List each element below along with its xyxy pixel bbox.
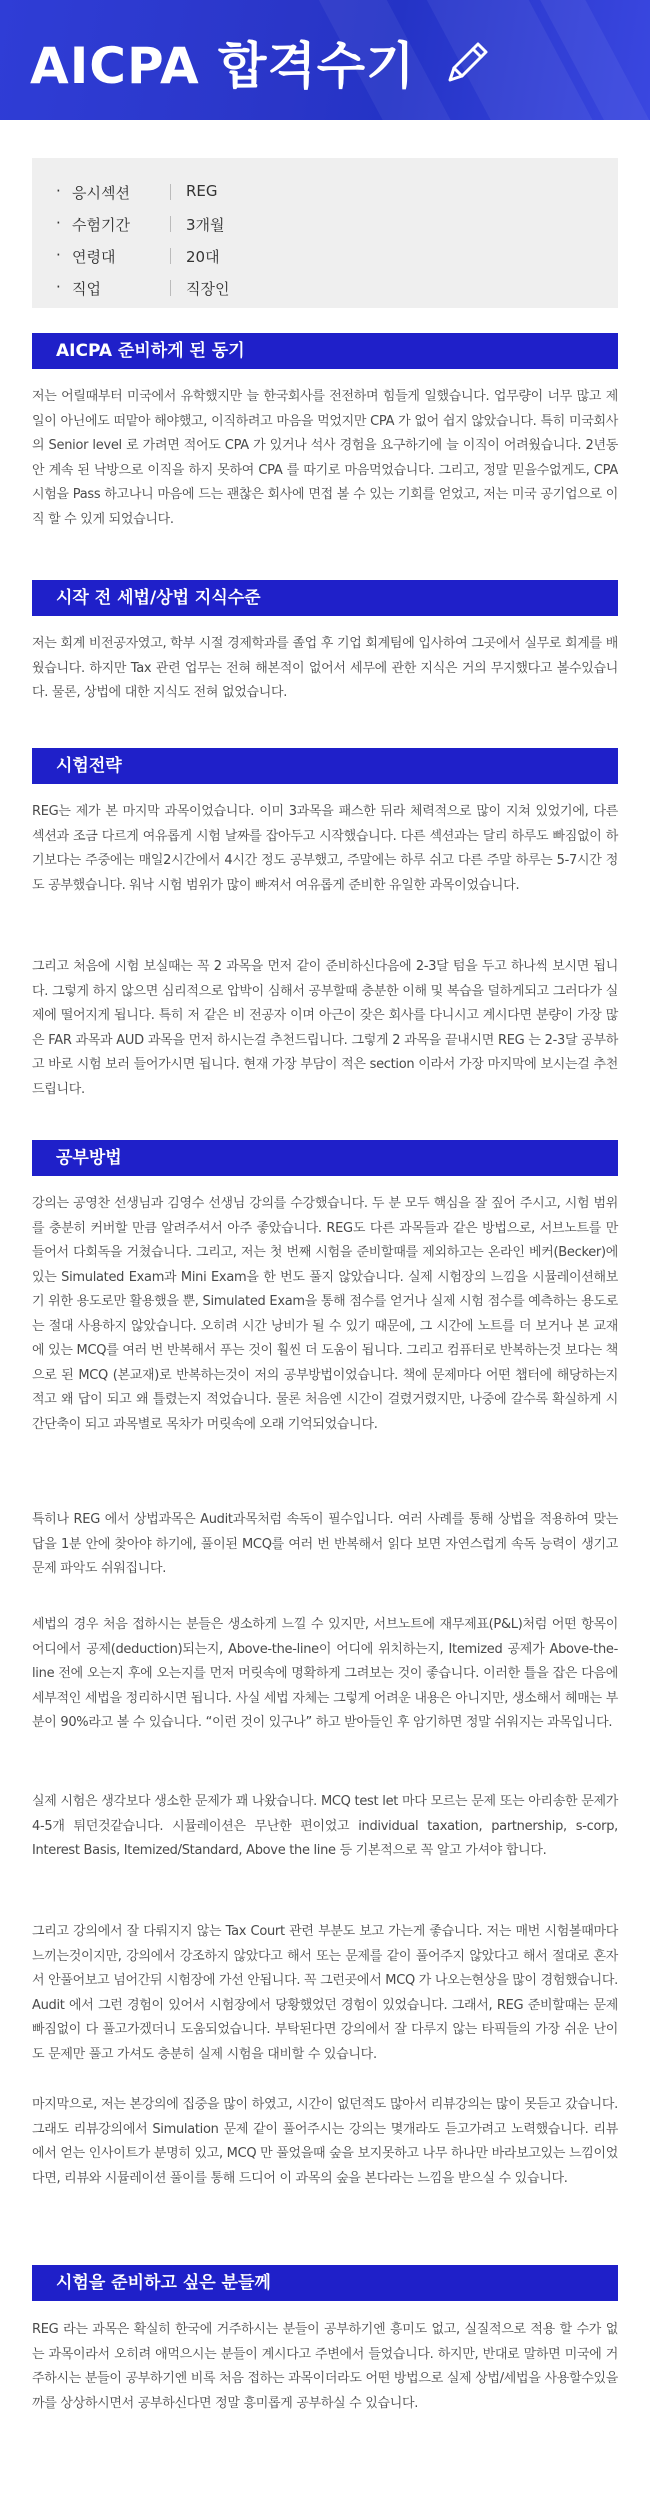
section-heading-advice: 시험을 준비하고 싶은 분들께 — [32, 2265, 618, 2301]
divider — [170, 184, 171, 200]
info-value: 직장인 — [186, 280, 230, 298]
paragraph: 저는 회계 비전공자였고, 학부 시절 경제학과를 졸업 후 기업 회계팀에 입사하여 그곳에서 실무로 회계를 배웠습니다. 하지만 Tax 관련 업무는 전혀 해본적이 없어서 세무에 관한 지식은 거의 무지했다고 볼수있습니다. 물론, 상법에 대한 지식도 전혀 없었습니다. — [32, 636, 618, 700]
info-label: 직업 — [72, 280, 101, 298]
paragraph: REG 라는 과목은 확실히 한국에 거주하시는 분들이 공부하기엔 흥미도 없고, 실질적으로 적용 할 수가 없는 과목이라서 오히려 애먹으시는 분들이 계시다고 주변에서 들었습니다. 하지만, 반대로 말하면 미국에 거주하시는 분들이 공부하기엔 비록 처음 접하는 과목이더라도 어떤 방법으로 실제 상법/세법을 사용할수있을까를 상상하시면서 공부하신다면 정말 흥미롭게 공부하실 수 있습니다. — [32, 2322, 618, 2411]
header-banner — [0, 0, 650, 120]
info-value: REG — [186, 182, 218, 200]
divider — [170, 248, 171, 264]
page-title: AICPA 합격수기 — [30, 37, 416, 95]
divider — [170, 280, 171, 296]
info-label: 수험기간 — [72, 216, 130, 234]
paragraph: 특히나 REG 에서 상법과목은 Audit과목처럼 속독이 필수입니다. 여러 사례를 통해 상법을 적용하여 맞는 답을 1분 안에 찾아야 하기에, 풀이된 MCQ를 여러 번 반복해서 읽다 보면 자연스럽게 속독 능력이 생기고 문제 파악도 쉬워집니다. — [32, 1512, 618, 1576]
section-heading-strategy: 시험전략 — [32, 748, 618, 784]
bullet-icon: · — [56, 214, 61, 232]
paragraph: 마지막으로, 저는 본강의에 집중을 많이 하였고, 시간이 없던적도 많아서 리뷰강의는 많이 못듣고 갔습니다. 그래도 리뷰강의에서 Simulation 문제 같이 풀어주시는 강의는 몇개라도 듣고가려고 노력했습니다. 리뷰에서 얻는 인사이트가 분명히 있고, MCQ 만 풀었을때 숲을 보지못하고 나무 하나만 바라보고있는 느낌이었다면, 리뷰와 시뮬레이션 풀이를 통해 드디어 이 과목의 숲을 본다라는 느낌을 받으실 수 있습니다. — [32, 2097, 618, 2186]
divider — [170, 216, 171, 232]
paragraph: 그리고 처음에 시험 보실때는 꼭 2 과목을 먼저 같이 준비하신다음에 2-3달 텀을 두고 하나씩 보시면 됩니다. 그렇게 하지 않으면 심리적으로 압박이 심해서 공부할때 충분한 이해 및 복습을 덜하게되고 그러다가 실제에 떨어지게 됩니다. 특히 저 같은 비 전공자 이며 아근이 잦은 회사를 다니시고 계시다면 분량이 가장 많은 FAR 과목과 AUD 과목을 먼저 하시는걸 추천드립니다. 그렇게 2 과목을 끝내시면 REG 는 2-3달 공부하고 바로 시험 보러 들어가시면 됩니다. 현재 가장 부담이 적은 section 이라서 가장 마지막에 보시는걸 추천드립니다. — [32, 959, 618, 1097]
paragraph: 실제 시험은 생각보다 생소한 문제가 꽤 나왔습니다. MCQ test let 마다 모르는 문제 또는 아리송한 문제가 4-5개 튀던것같습니다. 시뮬레이션은 무난한 편이었고 individual taxation, partnership, s-corp, Interest Basis, Itemized/Standard, Above the line 등 기본적으로 꼭 알고 가셔야 합니다. — [32, 1794, 618, 1858]
bullet-icon: · — [56, 246, 61, 264]
paragraph: 강의는 공영찬 선생님과 김영수 선생님 강의를 수강했습니다. 두 분 모두 핵심을 잘 짚어 주시고, 시험 범위를 충분히 커버할 만큼 알려주셔서 아주 좋았습니다. REG도 다른 과목들과 같은 방법으로, 서브노트를 만들어서 다회독을 거쳤습니다. 그리고, 저는 첫 번째 시험을 준비할때를 제외하고는 온라인 베커(Becker)에 있는 Simulated Exam과 Mini Exam을 한 번도 풀지 않았습니다. 실제 시험장의 느낌을 시뮬레이션해보기 위한 용도로만 활용했을 뿐, Simulated Exam을 통해 점수를 얻거나 실제 시험 점수를 예측하는 용도로는 절대 사용하지 않았습니다. 오히려 시간 낭비가 될 수 있기 때문에, 그 시간에 노트를 더 보거나 본 교재에 있는 MCQ를 여러 번 반복해서 푸는 것이 훨씬 더 도움이 됩니다. 그리고 컴퓨터로 반복하는것 보다는 책으로 된 MCQ (본교재)로 반복하는것이 저의 공부방법이었습니다. 책에 문제마다 어떤 챕터에 해당하는지 적고 왜 답이 되고 왜 틀렸는지 적었습니다. 물론 처음엔 시간이 걸렸거렸지만, 나중에 갈수록 확실하게 시간단축이 되고 과목별로 목차가 머릿속에 오래 기억되었습니다. — [32, 1196, 618, 1432]
info-label: 응시섹션 — [72, 184, 130, 202]
bullet-icon: · — [56, 182, 61, 200]
info-box — [32, 158, 618, 308]
pencil-icon — [442, 38, 492, 88]
section-heading-knowledge: 시작 전 세법/상법 지식수준 — [32, 580, 618, 616]
bullet-icon: · — [56, 278, 61, 296]
info-value: 20대 — [186, 248, 220, 266]
paragraph: REG는 제가 본 마지막 과목이었습니다. 이미 3과목을 패스한 뒤라 체력적으로 많이 지쳐 있었기에, 다른 섹션과 조금 다르게 여유롭게 시험 날짜를 잡아두고 시작했습니다. 다른 섹션과는 달리 하루도 빠짐없이 하기보다는 주중에는 매일2시간에서 4시간 정도 공부했고, 주말에는 하루 쉬고 다른 주말 하루는 5-7시간 정도 공부했습니다. 워낙 시험 범위가 많이 빠져서 여유롭게 준비한 유일한 과목이었습니다. — [32, 804, 618, 893]
section-heading-study-method: 공부방법 — [32, 1140, 618, 1176]
info-label: 연령대 — [72, 248, 116, 266]
paragraph: 그리고 강의에서 잘 다뤄지지 않는 Tax Court 관련 부분도 보고 가는게 좋습니다. 저는 매번 시험볼때마다 느끼는것이지만, 강의에서 강조하지 않았다고 해서 또는 문제를 같이 풀어주지 않았다고 해서 절대로 혼자서 안풀어보고 넘어간뒤 시험장에 가선 안됩니다. 꼭 그런곳에서 MCQ 가 나오는현상을 많이 경험했습니다. Audit 에서 그런 경험이 있어서 시험장에서 당황했었던 경험이 있었습니다. 그래서, REG 준비할때는 문제 빠짐없이 다 풀고가겠더니 도움되었습니다. 부탁된다면 강의에서 잘 다루지 않는 타픽들의 가장 쉬운 난이도 문제만 풀고 가셔도 충분히 실제 시험을 대비할 수 있습니다. — [32, 1924, 618, 2062]
paragraph: 저는 어릴때부터 미국에서 유학했지만 늘 한국회사를 전전하며 힘들게 일했습니다. 업무량이 너무 많고 제 일이 아닌에도 떠맡아 해야했고, 이직하려고 마음을 먹었지만 CPA 가 없어 쉽지 않았습니다. 특히 미국회사의 Senior level 로 가려면 적어도 CPA 가 있거나 석사 경험을 요구하기에 늘 이직이 어려웠습니다. 2년동안 계속 된 낙방으로 이직을 하지 못하여 CPA 를 따기로 마음먹었습니다. 그리고, 정말 믿을수없게도, CPA 시험을 Pass 하고나니 마음에 드는 괜찮은 회사에 면접 볼 수 있는 기회를 얻었고, 저는 미국 공기업으로 이직 할 수 있게 되었습니다. — [32, 389, 618, 527]
info-value: 3개월 — [186, 216, 225, 234]
section-heading-motivation: AICPA 준비하게 된 동기 — [32, 333, 618, 369]
paragraph: 세법의 경우 처음 접하시는 분들은 생소하게 느낄 수 있지만, 서브노트에 재무제표(P&L)처럼 어떤 항목이 어디에서 공제(deduction)되는지, Above-the-line이 어디에 위치하는지, Itemized 공제가 Above-the-line 전에 오는지 후에 오는지를 먼저 머릿속에 명확하게 그려보는 것이 좋습니다. 이러한 틀을 잡은 다음에 세부적인 세법을 정리하시면 됩니다. 사실 세법 자체는 그렇게 어려운 내용은 아니지만, 생소해서 헤매는 부분이 90%라고 볼 수 있습니다. “이런 것이 있구나” 하고 받아들인 후 암기하면 정말 쉬워지는 과목입니다. — [32, 1617, 618, 1730]
